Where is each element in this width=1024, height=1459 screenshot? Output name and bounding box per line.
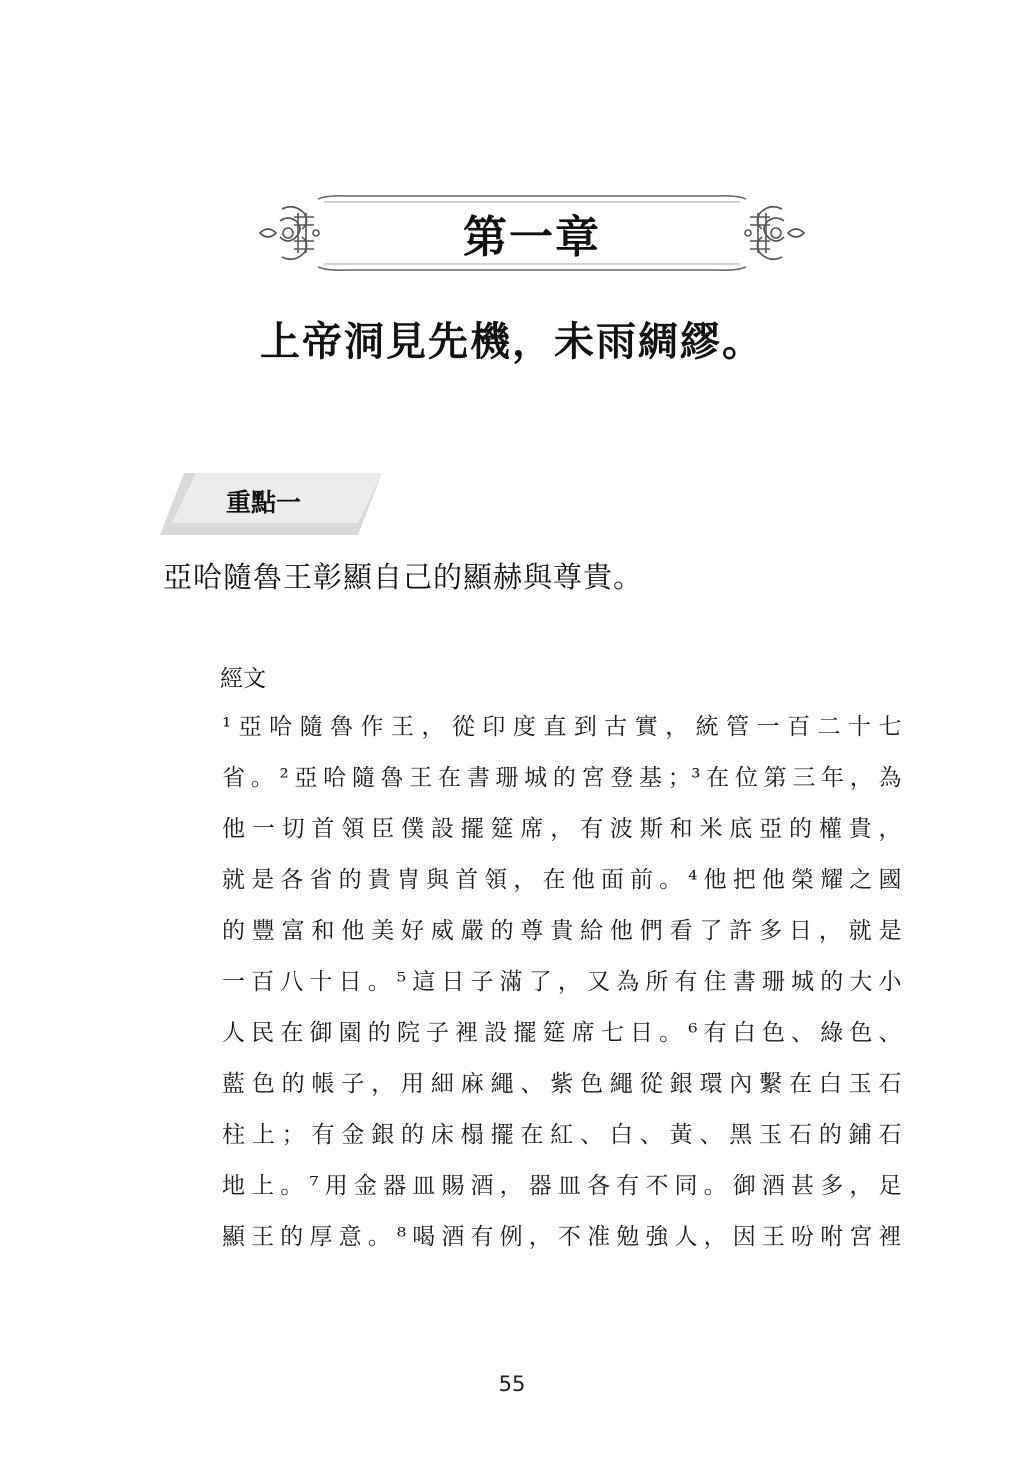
scripture-label: 經文	[220, 666, 266, 692]
scripture-line: 就是各省的貴冑與首領，在他面前。⁴他把他榮耀之國	[222, 867, 902, 893]
point-tab	[160, 473, 382, 535]
chapter-title: 第一章	[463, 212, 601, 263]
scripture-line: 他一切首領臣僕設擺筵席，有波斯和米底亞的權貴，	[222, 816, 902, 842]
scripture-text	[222, 708, 902, 1269]
scripture-line: 地上。⁷用金器皿賜酒，器皿各有不同。御酒甚多，足	[222, 1173, 902, 1199]
scripture-line: 的豐富和他美好威嚴的尊貴給他們看了許多日，就是	[222, 918, 902, 944]
scripture-line: 柱上；有金銀的床榻擺在紅、白、黃、黑玉石的鋪石	[222, 1122, 902, 1148]
page-number: 55	[498, 1372, 526, 1396]
scripture-line: 一百八十日。⁵這日子滿了，又為所有住書珊城的大小	[222, 969, 902, 995]
scripture-line: 顯王的厚意。⁸喝酒有例，不准勉強人，因王吩咐宮裡	[222, 1224, 902, 1250]
scripture-line: 藍色的帳子，用細麻繩、紫色繩從銀環內繫在白玉石	[222, 1071, 902, 1097]
point-label: 重點一	[226, 488, 302, 517]
point-heading: 亞哈隨魯王彰顯自己的顯赫與尊貴。	[163, 560, 644, 594]
chapter-subtitle: 上帝洞見先機，未雨綢繆。	[260, 318, 764, 365]
scripture-line: ¹亞哈隨魯作王，從印度直到古實，統管一百二十七	[222, 714, 902, 740]
scripture-line: 省。²亞哈隨魯王在書珊城的宮登基；³在位第三年，為	[222, 765, 902, 791]
chapter-banner	[258, 193, 806, 273]
scripture-line: 人民在御園的院子裡設擺筵席七日。⁶有白色、綠色、	[222, 1020, 902, 1046]
